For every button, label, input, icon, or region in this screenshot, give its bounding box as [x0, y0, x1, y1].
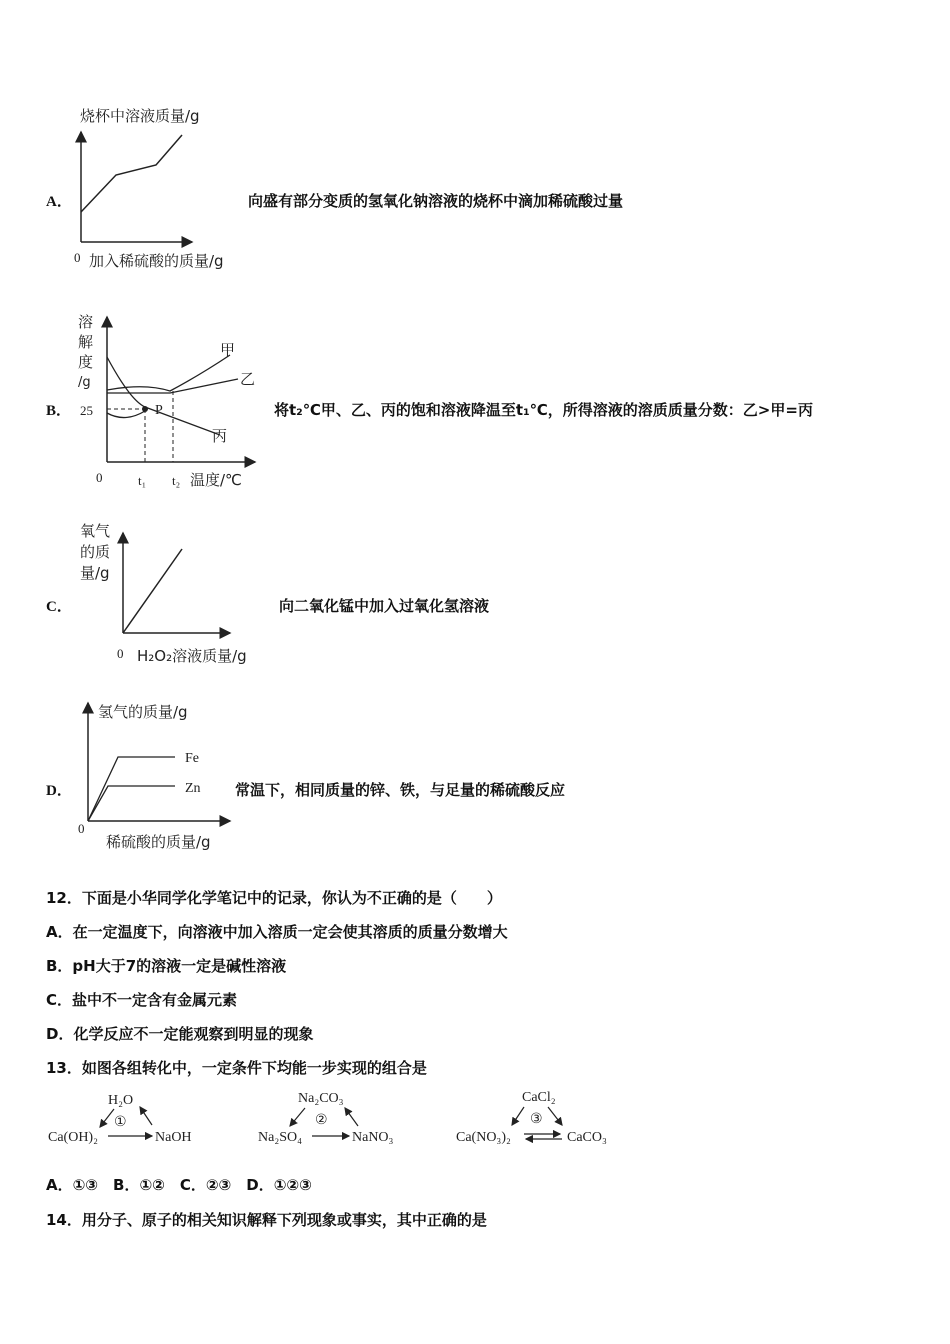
graph-b-label-yi: 乙: [240, 370, 256, 388]
graph-a-xlabel: 加入稀硫酸的质量/g: [89, 252, 224, 270]
scheme-2-num: ②: [315, 1112, 328, 1128]
graph-d-ylabel: 氢气的质量/g: [98, 703, 188, 721]
scheme-3-top: CaCl₂: [522, 1090, 556, 1105]
graph-a: [60, 100, 260, 275]
scheme-2-left: Na₂SO₄: [258, 1130, 302, 1145]
graph-b-label-bing: 丙: [212, 427, 228, 445]
graph-b-ylabel-1: 溶: [78, 313, 94, 331]
graph-c-ylabel-1: 氧气: [80, 522, 111, 540]
graph-a-ylabel: 烧杯中溶液质量/g: [80, 107, 200, 125]
graph-b-point: [142, 406, 148, 412]
graph-d-line-fe: [88, 757, 175, 821]
scheme-1-right: NaOH: [155, 1130, 192, 1145]
q13-schemes: [40, 1085, 640, 1150]
q13-options: A．①③ B．①② C．②③ D．①②③: [46, 1176, 312, 1194]
option-b-label: B．: [46, 403, 72, 419]
graph-b-ytick: 25: [80, 403, 93, 418]
graph-c-curve: [123, 549, 182, 633]
graph-b-xlabel: 温度/℃: [190, 471, 242, 489]
graph-b-curve-jia: [107, 355, 230, 391]
q12-option-a: A．在一定温度下，向溶液中加入溶质一定会使其溶质的质量分数增大: [46, 923, 508, 941]
option-a-desc: 向盛有部分变质的氢氧化钠溶液的烧杯中滴加稀硫酸过量: [248, 192, 624, 210]
q14-stem: 14．用分子、原子的相关知识解释下列现象或事实，其中正确的是: [46, 1211, 487, 1229]
graph-b-ylabel-3: 度: [78, 353, 94, 371]
scheme-1-top: H₂O: [108, 1093, 134, 1108]
scheme-2: [258, 1091, 394, 1145]
graph-b-curve-bing: [107, 357, 220, 435]
graph-b-t1: t₁: [138, 473, 147, 488]
scheme-1-num: ①: [114, 1114, 127, 1130]
graph-b-curve-lower: [107, 411, 145, 418]
graph-d-origin: 0: [78, 821, 85, 836]
q12-stem: 12．下面是小华同学化学笔记中的记录，你认为不正确的是（ ）: [46, 889, 502, 907]
q13-stem: 13．如图各组转化中，一定条件下均能一步实现的组合是: [46, 1059, 427, 1077]
graph-b-label-jia: 甲: [220, 341, 236, 359]
graph-b-t2: t₂: [172, 473, 181, 488]
graph-c-origin: 0: [117, 646, 124, 661]
option-d-label: D．: [46, 783, 72, 799]
graph-c-ylabel-2: 的质: [80, 543, 111, 561]
graph-d: [70, 695, 270, 855]
option-a-label: A．: [46, 194, 72, 210]
option-c-desc: 向二氧化锰中加入过氧化氢溶液: [279, 597, 490, 615]
graph-b-ylabel-2: 解: [78, 333, 94, 351]
graph-d-label-fe: Fe: [185, 751, 199, 766]
option-c-label: C．: [46, 599, 72, 615]
scheme-3-left: Ca(NO₃)₂: [456, 1130, 511, 1145]
scheme-1: [48, 1093, 192, 1145]
graph-b-point-label: P: [155, 403, 163, 418]
option-d-desc: 常温下，相同质量的锌、铁，与足量的稀硫酸反应: [235, 781, 566, 799]
scheme-1-left: Ca(OH)₂: [48, 1130, 98, 1145]
q12-option-b: B．pH大于7的溶液一定是碱性溶液: [46, 957, 287, 975]
q12-option-d: D．化学反应不一定能观察到明显的现象: [46, 1025, 314, 1043]
graph-c-ylabel-3: 量/g: [80, 564, 110, 582]
graph-b-ylabel-4: /g: [78, 375, 91, 390]
scheme-2-top: Na₂CO₃: [298, 1091, 344, 1106]
graph-c-xlabel: H₂O₂溶液质量/g: [137, 647, 247, 665]
graph-a-origin: 0: [74, 250, 81, 265]
graph-b-curve-yi: [107, 379, 238, 393]
graph-c: [70, 515, 270, 675]
graph-b: [70, 305, 270, 495]
graph-d-line-zn: [88, 786, 175, 821]
graph-a-curve: [81, 135, 182, 212]
option-b-desc: 将t₂℃甲、乙、丙的饱和溶液降温至t₁℃，所得溶液的溶质质量分数：乙>甲=丙: [274, 401, 813, 419]
graph-d-label-zn: Zn: [185, 781, 201, 796]
scheme-2-right: NaNO₃: [352, 1130, 394, 1145]
q12-option-c: C．盐中不一定含有金属元素: [46, 991, 238, 1009]
scheme-3: [456, 1090, 607, 1145]
scheme-3-right: CaCO₃: [567, 1130, 607, 1145]
graph-b-origin: 0: [96, 470, 103, 485]
graph-d-xlabel: 稀硫酸的质量/g: [106, 833, 211, 851]
scheme-3-num: ③: [530, 1111, 543, 1127]
